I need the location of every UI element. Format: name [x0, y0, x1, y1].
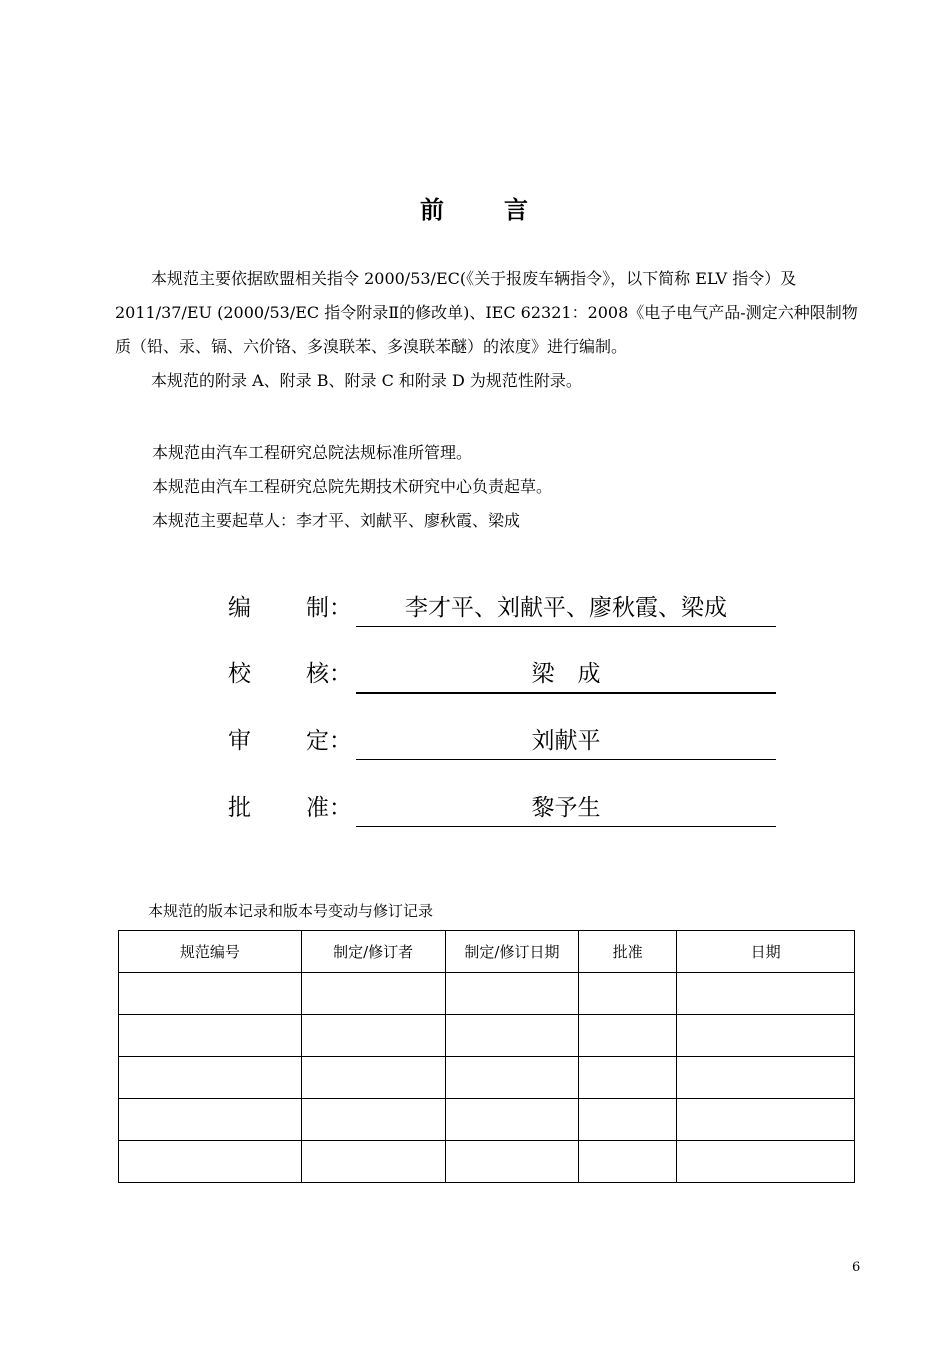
intro-section — [115, 262, 860, 398]
header-date: 日期 — [677, 931, 855, 973]
table-row — [119, 1099, 855, 1141]
table-row — [119, 1015, 855, 1057]
title-part-1: 前 — [420, 195, 446, 224]
management-line-1: 本规范由汽车工程研究总院法规标准所管理。 — [152, 443, 473, 462]
signature-value: 梁 成 — [356, 656, 776, 694]
page-number: 6 — [852, 1260, 861, 1275]
revision-table — [118, 930, 855, 1183]
revision-table-caption: 本规范的版本记录和版本号变动与修订记录 — [148, 902, 434, 920]
signature-row-checked: 校 核： 梁 成 — [228, 656, 788, 696]
intro-paragraph-2: 本规范的附录 A、附录 B、附录 C 和附录 D 为规范性附录。 — [151, 371, 582, 390]
signature-row-approved: 批 准： 黎予生 — [228, 790, 788, 830]
title-part-2: 言 — [504, 195, 530, 224]
table-row — [119, 1141, 855, 1183]
header-author: 制定/修订者 — [301, 931, 445, 973]
signature-row-reviewed: 审 定： 刘献平 — [228, 723, 788, 763]
page-title — [0, 190, 950, 225]
intro-paragraph-1: 本规范主要依据欧盟相关指令 2000/53/EC(《关于报废车辆指令》，以下简称 ELV 指令）及 2011/37/EU (2000/53/EC 指令附录Ⅱ的修改单)、IEC 62321：2008《电子电气产品-测定六种限制物质（铅、汞、镉、六价铬、多溴联苯、多溴联苯醚）的浓度》进行编制。 — [115, 269, 858, 356]
signature-value: 李才平、刘献平、廖秋霞、梁成 — [356, 590, 776, 627]
management-line-2: 本规范由汽车工程研究总院先期技术研究中心负责起草。 — [152, 477, 553, 496]
table-row — [119, 973, 855, 1015]
table-header-row — [119, 931, 855, 973]
signature-row-compiled: 编 制： 李才平、刘献平、廖秋霞、梁成 — [228, 590, 788, 630]
signature-value: 黎予生 — [356, 790, 776, 827]
header-approval: 批准 — [579, 931, 677, 973]
header-spec-number: 规范编号 — [119, 931, 302, 973]
management-line-3: 本规范主要起草人：李才平、刘献平、廖秋霞、梁成 — [152, 511, 521, 530]
management-section — [152, 436, 552, 538]
header-revision-date: 制定/修订日期 — [445, 931, 579, 973]
signature-value: 刘献平 — [356, 723, 776, 760]
table-row — [119, 1057, 855, 1099]
